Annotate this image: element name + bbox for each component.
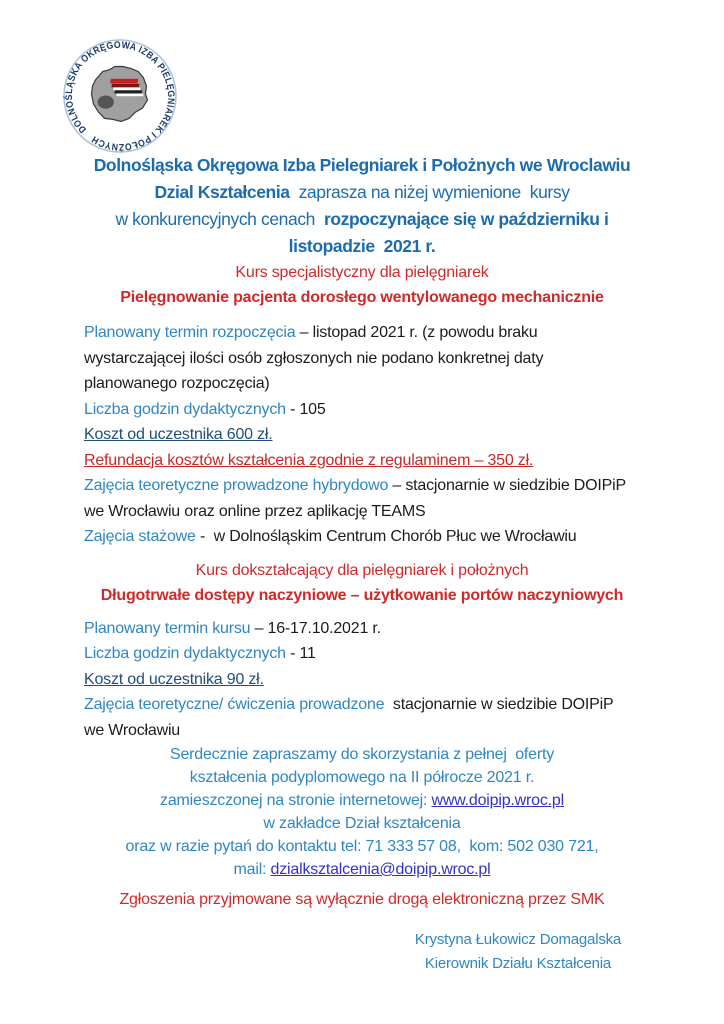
course2-details-text: Liczba godzin dydaktycznych [84, 645, 286, 662]
invitation-block-text: w zakładce Dział kształcenia [263, 815, 461, 832]
invitation-block-text: kształcenia podyplomowego na II półrocze 2021 r. [189, 769, 535, 786]
course2-details-text: we Wrocławiu [84, 721, 180, 739]
course1-title-line [84, 260, 640, 285]
course1-details-text: we Wrocławiu oraz online przez aplikację TEAMS [84, 502, 426, 520]
invitation-block-text: zamieszczonej na stronie internetowej: [160, 792, 432, 809]
main-heading-line [84, 233, 640, 260]
course2-title-line [84, 583, 640, 608]
course2-details-text: stacjonarnie w siedzibie DOIPiP [384, 696, 614, 713]
course1-details-line [84, 448, 640, 474]
course1-title-text: Kurs specjalistyczny dla pielęgniarek [235, 264, 489, 281]
course2-details-text: - 11 [285, 645, 316, 662]
document-body [84, 152, 640, 976]
course2-title-line [84, 558, 640, 583]
main-heading-text: listopadzie 2021 r. [288, 236, 436, 256]
course1-details-line [84, 320, 640, 346]
flag-white-stripe2 [116, 93, 144, 96]
course1-details-line [84, 524, 640, 550]
course1-details-line [84, 422, 640, 448]
main-heading-text: zaprasza na niżej wymienione kursy [289, 182, 570, 202]
flag-black-stripe [114, 90, 142, 93]
flag-red-stripe [110, 79, 138, 84]
smk-notice-text: Zgłoszenia przyjmowane są wyłącznie drogą elektroniczną przez SMK [119, 891, 605, 908]
course2-details-line [84, 692, 640, 718]
signature-block-line [398, 952, 638, 976]
course2-details-line [84, 616, 640, 642]
course1-details-line [84, 499, 640, 525]
organization-seal [62, 38, 178, 154]
invitation-block-text: oraz w razie pytań do kontaktu tel: 71 333 57 08, kom: 502 030 721, [125, 838, 599, 855]
course1-details-text: Planowany termin rozpoczęcia [84, 324, 296, 341]
course2-details-text: Koszt od uczestnika 90 zł. [84, 670, 264, 688]
course2-details-text: Planowany termin kursu [84, 619, 251, 637]
invitation-block [84, 743, 640, 881]
signature-block-text: Kierownik Działu Kształcenia [424, 955, 612, 972]
smk-notice-line [84, 887, 640, 912]
email-link[interactable]: dzialksztalcenia@doipip.wroc.pl [270, 861, 491, 878]
website-link[interactable]: www.doipip.wroc.pl [431, 792, 564, 809]
main-heading-text: Dzial Kształcenia [154, 182, 290, 202]
invitation-block-line [84, 789, 640, 812]
course2-details-line [84, 718, 640, 744]
course1-details-line [84, 346, 640, 372]
course1-details [84, 320, 640, 550]
course2-details-line [84, 641, 640, 667]
signature-block-line [398, 928, 638, 952]
invitation-block-text: mail: [233, 861, 271, 878]
course2-title-text: Długotrwałe dostępy naczyniowe – użytkowanie portów naczyniowych [100, 586, 624, 604]
course2-details-text: Zajęcia teoretyczne/ ćwiczenia prowadzone [84, 696, 385, 713]
course1-details-text: Zajęcia teoretyczne prowadzone hybrydowo [84, 477, 389, 494]
main-heading-text: rozpoczynające się w październiku i [323, 209, 609, 229]
invitation-block-line [84, 743, 640, 766]
invitation-block-line [84, 766, 640, 789]
main-heading-line [84, 179, 640, 206]
signature-block-text: Krystyna Łukowicz Domagalska [414, 931, 622, 948]
main-heading [84, 152, 640, 260]
main-heading-text: Dolnośląska Okręgowa Izba Pielegniarek i Położnych we Wroclawiu [93, 155, 631, 175]
course2-details-line [84, 667, 640, 693]
course2-title [84, 558, 640, 608]
course2-title-text: Kurs dokształcający dla pielęgniarek i położnych [195, 561, 529, 579]
invitation-block-line [84, 858, 640, 881]
signature-block [398, 928, 638, 976]
course1-details-text: Refundacja kosztów kształcenia zgodnie z regulaminem – 350 zł. [84, 451, 534, 469]
main-heading-text: w konkurencyjnych cenach [115, 209, 324, 229]
course1-details-line [84, 473, 640, 499]
organization-logo [62, 38, 178, 154]
course1-details-text: – stacjonarnie w siedzibie DOIPiP [388, 477, 626, 494]
smk-notice [84, 887, 640, 912]
flag-maroon-stripe [111, 84, 139, 88]
course1-title [84, 260, 640, 310]
course1-details-text: wystarczającej ilości osób zgłoszonych nie podano konkretnej daty [84, 349, 544, 367]
course1-details-line [84, 397, 640, 423]
seal-ring-text: DOLNOŚLĄSKA OKRĘGOWA IZBA PIELĘGNIAREK I POŁOŻNYCH [63, 39, 177, 153]
course2-details [84, 616, 640, 744]
course1-details-text: Zajęcia stażowe [84, 528, 196, 545]
course1-details-text: planowanego rozpoczęcia) [84, 375, 270, 392]
main-heading-line [84, 206, 640, 233]
course1-details-text: Liczba godzin dydaktycznych [84, 400, 286, 418]
course1-details-line [84, 371, 640, 397]
lower-silesia-region-mark [98, 95, 114, 108]
course1-details-text: – listopad 2021 r. (z powodu braku [295, 324, 538, 341]
flag-white-stripe [113, 87, 141, 90]
invitation-block-line [84, 835, 640, 858]
course1-title-text: Pielęgnowanie pacjenta dorosłego wentylowanego mechanicznie [120, 289, 604, 306]
invitation-block-line [84, 812, 640, 835]
course2-details-text: – 16-17.10.2021 r. [250, 619, 381, 637]
main-heading-line [84, 152, 640, 179]
course1-details-text: Koszt od uczestnika 600 zł. [84, 426, 273, 443]
course1-details-text: - 105 [285, 400, 326, 418]
course1-title-line [84, 285, 640, 310]
invitation-block-text: Serdecznie zapraszamy do skorzystania z pełnej oferty [169, 746, 555, 763]
course1-details-text: - w Dolnośląskim Centrum Chorób Płuc we Wrocławiu [195, 528, 577, 545]
